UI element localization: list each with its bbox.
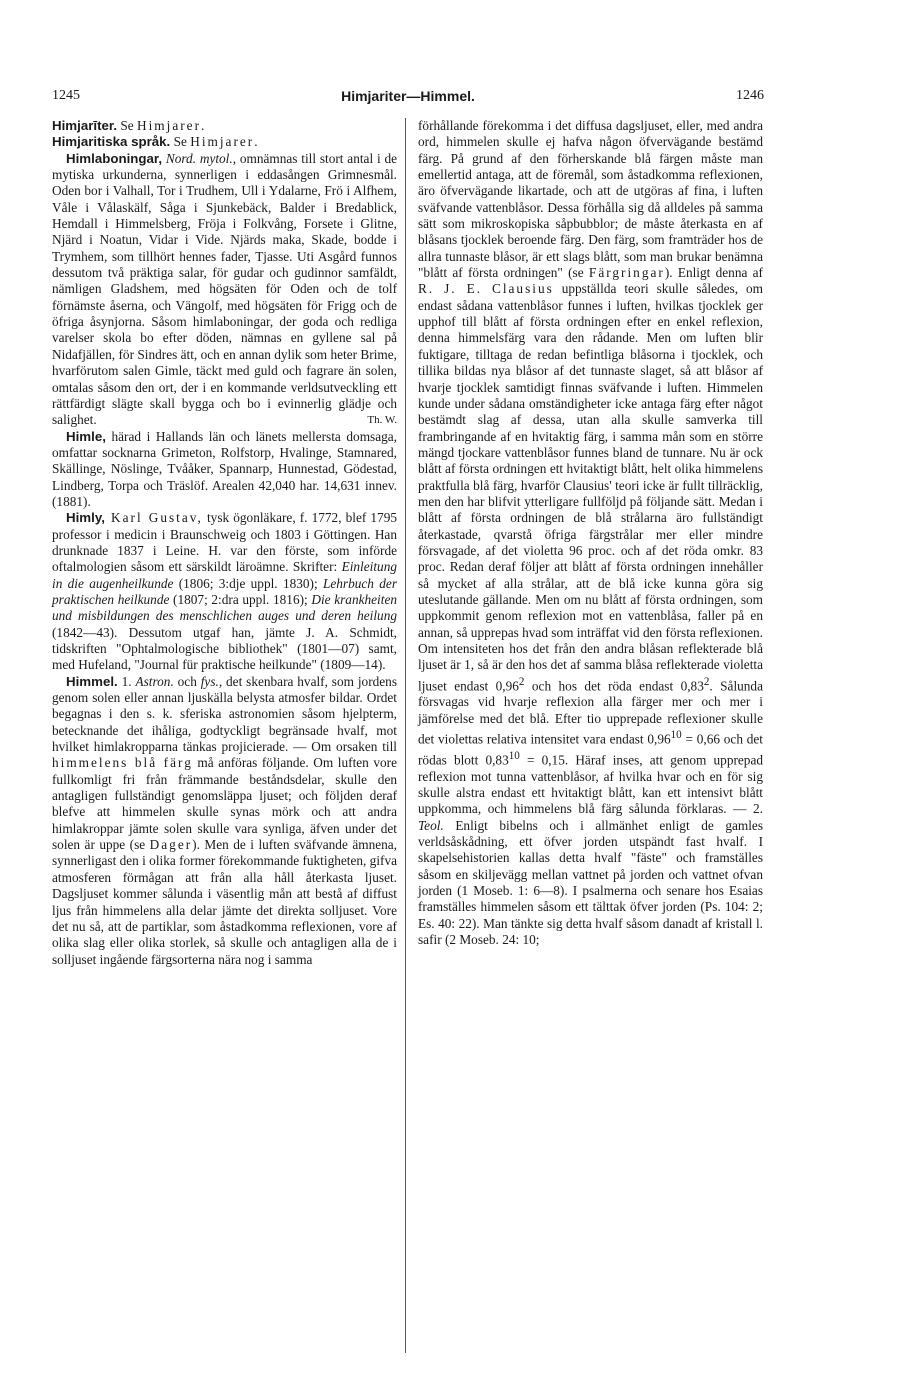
entry-text: ). Men de i luften sväfvande ämnena, synnerligast den i olika former förekommande fuktigheten, gifva atmosferen förmågan att från alla håll återkasta ljuset. Dagsljuset kommer sålunda i väsentlig mån att bestå af diffust ljus från himmelens alla delar jämte det direkta solljuset. Vore det nu så, att de partiklar, som åstadkomma reflexionen, vore af olika slag eller olika storlek, så skulle och antagligen alla de i solljuset ingående färgsorterna nära nog i samma bbox=[52, 837, 397, 967]
entry-text: = 0,15. Häraf inses, att genom upprepad reflexion mot tunna vattenblåsor, af hvilka hvar och en för sig skulle alstra endast ett hvitaktigt blått, kan ett intensivt blått uppkomma, och himmelens blå färg sålunda förklaras. — 2. bbox=[418, 752, 763, 817]
running-title: Himjariter—Himmel. bbox=[341, 88, 475, 104]
entry-text: . bbox=[254, 134, 258, 150]
entry-text: härad i Hallands län och länets mellersta domsaga, omfattar socknarna Grimeton, Rolfstorp, Hvalinge, Stamnared, Skällinge, Nöslinge, Tvååker, Spannarp, Hunnestad, Gödestad, Lindberg, Torpa och Träslöf. Arealen 42,040 har. 14,631 innev. (1881). bbox=[52, 428, 397, 509]
field-abbreviation: Astron. bbox=[135, 673, 174, 689]
entry-text: (1807; 2:dra uppl. 1816); bbox=[169, 591, 312, 607]
entry-text: och bbox=[173, 673, 201, 689]
entry-text: . bbox=[201, 118, 205, 133]
page-number-left: 1245 bbox=[52, 88, 80, 103]
entry-text: omnämnas till stort antal i de mytiska urkunderna, synnerligen i eddasången Grimnesmål. Oden bor i Valhall, Tor i Trudhem, Ull i Ydalarne, Frö i Alfhem, Våle i Vålaskälf, Såga i Sjunkebäck, Balder i Bredablick, Hemdall i Himmelsberg, Fröja i Folkvång, Forsete i Glitne, Njärd i Noatun, Vidar i Vide. Njärds maka, Skade, bodde i Trymhem, som tillhört hennes fader, Tjasse. Uti Asgård funnos dessutom två präktiga salar, för gudar och gudinnor samfäldt, nämligen Gladshem, med högsäten för Oden och de tolf förnämste åserna, och Vängolf, med högsäten för Frigg och de öfriga åsynjorna. Såsom himlaboningar, der goda och redliga varelser skola bo efter döden, nämnas en gyllene sal på Nidafjällen, för Sindres ätt, och en annan dylik som heter Brime, hvarförutom salen Gimle, täckt med guld och fagrare än solen, omtalas såsom den ort, der i en kommande verldsutveckling ett rättfärdigt slägte skall bygga och bo i evinnerlig glädje och salighet. bbox=[52, 150, 397, 428]
emphasized-term: himmelens blå färg bbox=[52, 755, 193, 771]
person-name: R. J. E. Clausius bbox=[418, 281, 554, 297]
work-title: Einleitung in die augenheilkunde bbox=[52, 559, 397, 591]
page-header bbox=[52, 88, 764, 110]
entry-text: = 0,66 och det rödas blott 0,83 bbox=[418, 731, 763, 768]
cross-reference: Himjarer bbox=[190, 134, 255, 150]
left-column bbox=[52, 118, 397, 968]
exponent: 2 bbox=[703, 675, 710, 688]
entry-himjaritiska-sprak bbox=[52, 134, 397, 150]
column-divider bbox=[405, 118, 406, 1353]
work-title: Die krankheiten und misbildungen des menschlichen auges und deren heilung bbox=[52, 591, 397, 624]
cross-reference: Himjarer bbox=[137, 118, 201, 133]
field-abbreviation: Teol. bbox=[418, 817, 444, 833]
entry-text: (1842—43). Dessutom utgaf han, jämte J. A. Schmidt, tidskriften "Ophtalmologische bibliothek" (1801—07) samt, med Hufeland, "Journal für praktische heilkunde" (1809—14). bbox=[52, 624, 397, 673]
field-abbreviation: fys., bbox=[200, 673, 223, 689]
entry-text: må anföras följande. Om luften vore fullkomligt fri från främmande beståndsdelar, skulle den antagligen fullständigt genomsläppa ljuset; och följden deraf blefve att himmelen skulle synas mörk och att andra himlakroppar jämte solen skulle vara synliga, äfven under det solen är uppe (se bbox=[52, 755, 397, 853]
entry-text: Se bbox=[117, 118, 137, 133]
entry-text: (1806; 3:dje uppl. 1830); bbox=[173, 575, 323, 591]
author-signature: Th. W. bbox=[367, 414, 397, 427]
lemma: Himly, bbox=[66, 510, 105, 526]
entry-text: förhållande förekomma i det diffusa dagsljuset, eller, med andra ord, himmelen skulle ej hafva någon öfvervägande bestämd färg. På grund af den förherskande blå färgen måste man emellertid antaga, att de föremål, som åstadkomma reflexionen, äro öfvervägande likartade, och att de utgöras af fina, i luften sväfvande vattenblåsor. Dessa förhålla sig då alldeles på samma sätt som mikroskopiska såpbubblor; de måste återkasta en af blåsans tjocklek beroende färg. Den färg, som framträder hos de allra tunnaste blåsor, är ett slags blått, som man brukar benämna "blått af första ordningen" (se bbox=[418, 118, 763, 281]
entry-himlaboningar bbox=[52, 151, 397, 429]
entry-himmel-continued bbox=[418, 118, 763, 948]
entry-himmel bbox=[52, 674, 397, 968]
entry-text: . Sålunda försvagas vid hvarje reflexion alla färger mer och mer i jämförelse med det blå. Efter tio upprepade reflexioner skulle det violettas relativa intensitet vara endast 0,96 bbox=[418, 678, 763, 747]
entry-text: ). Enligt denna af bbox=[664, 265, 763, 281]
entry-text: uppställda teori skulle således, om endast sådana vattenblåsor funnes i luften, hvilkas tjocklek ger upphof till blått af första ordningen efter en enkel reflexion, denna himmelsfärg vara den rådande. Men om luften blir fuktigare, tilltaga de redan befintliga blåsorna i tjocklek, och tillika bildas nya blåsor af det tunnaste slaget, så att blåsor af hvarje tjocklek samtidigt finnas sväfvande i luften. Himmelen kunde under sådana omständigheter icke antaga färg efter något bestämdt slag af dessa, utan alla skulle samverka till frambringande af en hvitaktig färg, i samma mån som en större mängd tjockare vattenblåsor funnes bland de tunnare. Nu är ock blått af första ordningen ett hvitaktigt blått, helt olika himmelens praktfulla blå färg, hvarför Clausius' teori icke är fullt tillräcklig, men den har blifvit ytterligare fullföljd på följande sätt. Medan i blått af första ordningen de blå strålarna äro fullständigt återkastade, qvarstå öfriga färgstrålar mer eller mindre försvagade, af det violetta 96 proc. och af det röda omkr. 83 proc. Redan deraf följer att blått af första ordningen innehåller så mycket af alla strålar, att de blå icke kunna göra sig uteslutande gällande. Men om nu blått af första ordningen, som uppkommit genom reflexion mot en vattenblåsa, faller på en annan, så upprepas hvad som inträffat vid den första reflexionen. Om intensiteten hos det från den andra blåsan reflekterade blå ljuset är 1, så är den hos det af samma blåsa reflekterade violetta ljuset endast 0,96 bbox=[418, 281, 763, 694]
entry-text: det skenbara hvalf, som jordens genom solen eller annan ljuskälla belysta atmosfer bildar. Ordet begagnas i den s. k. sferiska astronomien såsom hjelpterm, betecknande det ihåliga, godtyckligt begränsade hvalf, mot hvilket himlakropparna tänkas projicierade. — Om orsaken till bbox=[52, 673, 397, 755]
exponent: 2 bbox=[518, 675, 525, 688]
work-title: Lehrbuch der praktischen heilkunde bbox=[52, 575, 397, 607]
entry-himjariter bbox=[52, 118, 397, 134]
lemma: Himlaboningar, bbox=[66, 150, 163, 166]
lemma: Himmel. bbox=[66, 673, 118, 689]
entry-himly bbox=[52, 510, 397, 673]
sense-number: 1. bbox=[117, 673, 136, 689]
entry-himle bbox=[52, 429, 397, 511]
entry-text: Se bbox=[170, 134, 191, 150]
lemma: Himle, bbox=[66, 428, 106, 444]
lemma: Himjaritiska språk. bbox=[52, 134, 171, 150]
page-number-right: 1246 bbox=[736, 88, 764, 103]
person-name: Karl Gustav, bbox=[104, 510, 203, 526]
cross-reference: Dager bbox=[149, 837, 193, 853]
exponent: 10 bbox=[508, 749, 520, 762]
field-abbreviation: Nord. mytol., bbox=[162, 150, 237, 166]
right-column bbox=[418, 118, 763, 948]
exponent: 10 bbox=[670, 729, 682, 742]
cross-reference: Färgringar bbox=[588, 265, 665, 281]
lemma: Himjarīter. bbox=[52, 118, 118, 133]
entry-text: tysk ögonläkare, f. 1772, blef 1795 professor i medicin i Braunschweig och 1803 i Göttingen. Han drunknade 1837 i Leine. H. var den förste, som införde oftalmologien såsom ett särskildt läroämne. Skrifter: bbox=[52, 510, 397, 575]
entry-text: Enligt bibelns och i allmänhet enligt de gamles verldsåskådning, ett öfver jorden utspändt fast hvalf. I skapelsehistorien kallas detta hvalf "fäste" och framställes såsom en skiljevägg mellan vattnet på jorden och vattnet ofvan jorden (1 Moseb. 1: 6—8). I psalmerna och senare hos Esaias framställes himmelen såsom ett tälttak öfver jorden (Ps. 104: 2; Es. 40: 22). Man tänkte sig detta hvalf såsom danadt af kristall l. safir (2 Moseb. 24: 10; bbox=[418, 817, 763, 948]
entry-text: och hos det röda endast 0,83 bbox=[524, 678, 704, 694]
